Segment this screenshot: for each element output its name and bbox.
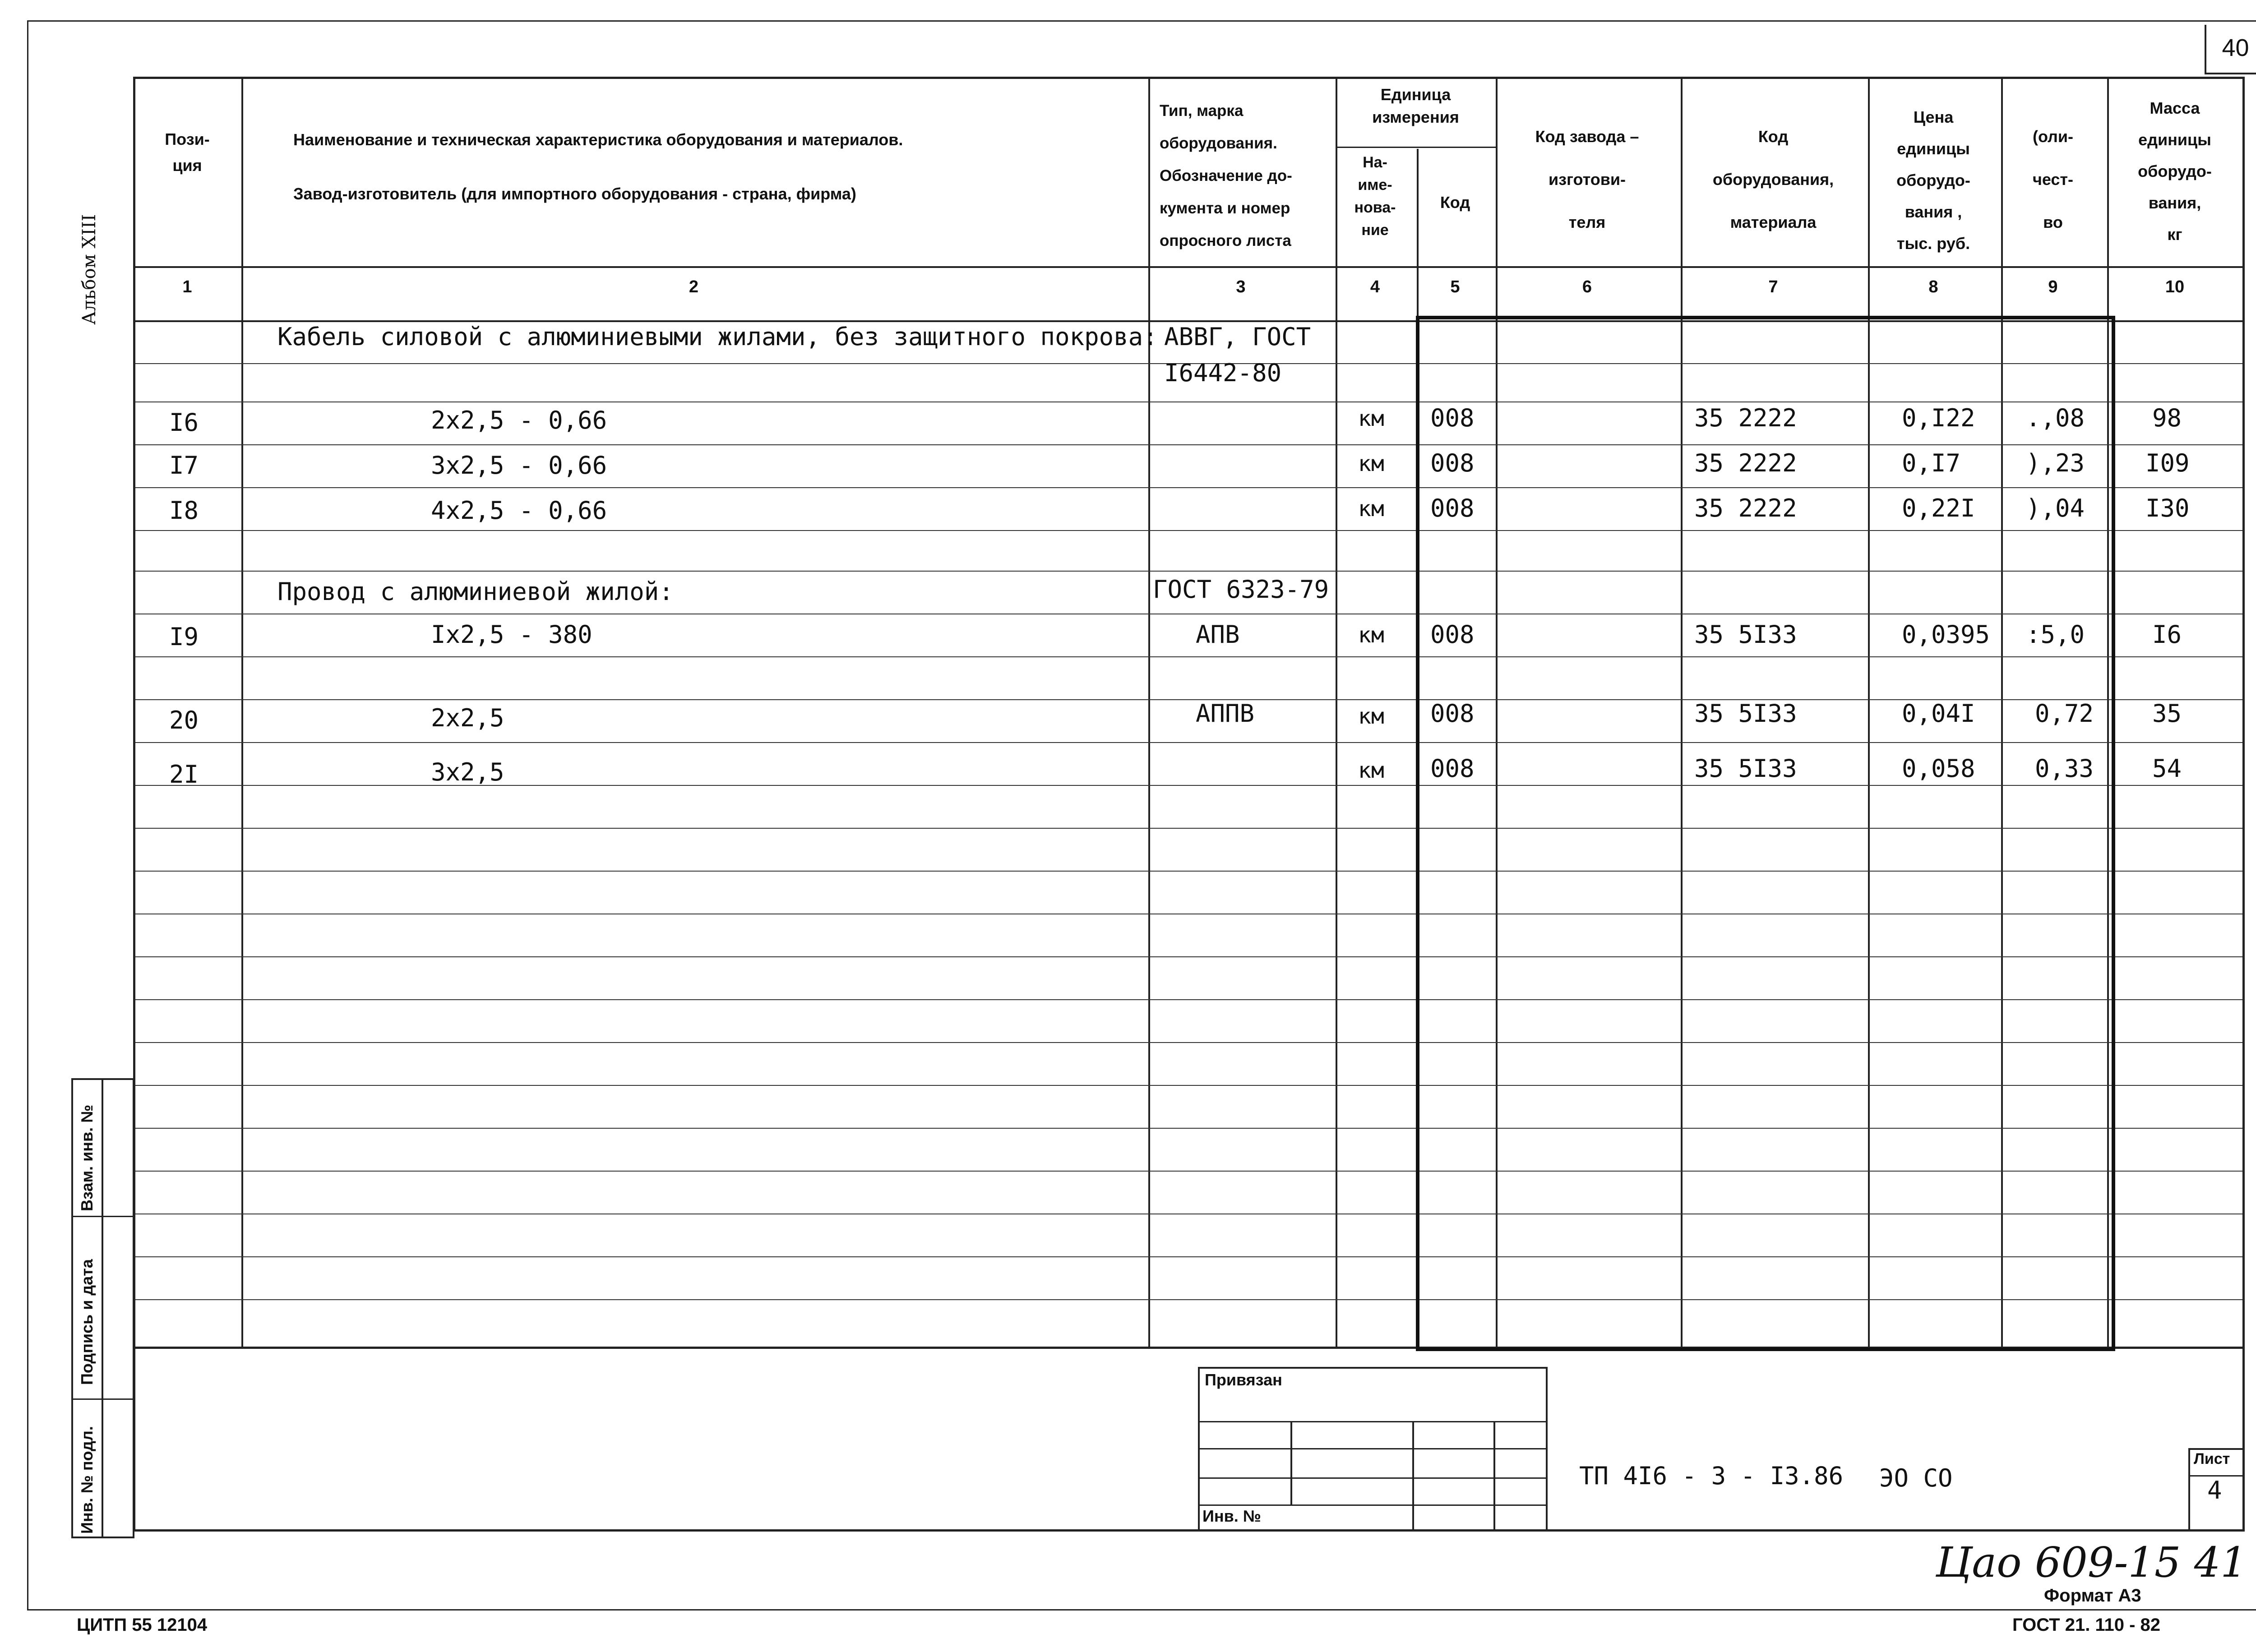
header-unit-code: Код xyxy=(1440,193,1470,212)
stamp-line xyxy=(1412,1421,1414,1532)
row-mass: I09 xyxy=(2145,449,2190,477)
row-equip: 35 2222 xyxy=(1694,404,1797,432)
colnum-4: 4 xyxy=(1370,277,1380,296)
colnum-5: 5 xyxy=(1450,277,1460,296)
stamp-line xyxy=(1493,1421,1495,1532)
row-pos: 2I xyxy=(169,760,199,789)
row-price: 0,058 xyxy=(1902,754,1975,783)
unit-group-line xyxy=(1336,147,1496,148)
side-label-replace-inv: Взам. инв. № xyxy=(78,1104,96,1211)
row-price: 0,04I xyxy=(1902,699,1975,728)
row-code: 008 xyxy=(1430,404,1475,432)
header-unit-name: На- име- нова- ние xyxy=(1354,154,1396,239)
stamp-area xyxy=(133,1347,2245,1532)
header-mass: Масса единицы оборудо- вания, кг xyxy=(2138,99,2212,244)
row-equip: 35 5I33 xyxy=(1694,699,1797,728)
row-code: 008 xyxy=(1430,620,1475,649)
header-qty: (оли- чест- во xyxy=(2032,127,2074,231)
document-code: ТП 4I6 - 3 - I3.86 xyxy=(1579,1462,1844,1490)
inv-label: Инв. № xyxy=(1202,1507,1261,1525)
document-suffix: ЭО СО xyxy=(1879,1464,1953,1492)
row-name: 3х2,5 xyxy=(431,758,504,786)
header-bottom-line xyxy=(135,266,2242,268)
row-type: АППВ xyxy=(1196,699,1255,728)
row-qty: :5,0 xyxy=(2026,620,2085,649)
handwritten-note: Цао 609-15 41 xyxy=(1936,1538,2247,1587)
col-line-1 xyxy=(241,79,243,1347)
row-unit: км xyxy=(1358,704,1384,729)
row-name: 3х2,5 - 0,66 xyxy=(431,451,607,480)
colnum-1: 1 xyxy=(182,277,192,296)
colnum-8: 8 xyxy=(1928,277,1938,296)
row-pos: I9 xyxy=(169,623,199,651)
row-code: 008 xyxy=(1430,449,1475,477)
colnum-7: 7 xyxy=(1768,277,1778,296)
colnum-10: 10 xyxy=(2165,277,2185,296)
row-equip: 35 2222 xyxy=(1694,494,1797,522)
colnum-3: 3 xyxy=(1236,277,1246,296)
row-price: 0,0395 xyxy=(1902,620,1990,649)
row-unit: км xyxy=(1358,623,1384,648)
side-label-inv-orig: Инв. № подл. xyxy=(78,1426,96,1534)
row-type: АПВ xyxy=(1196,620,1240,649)
colnum-2: 2 xyxy=(689,277,699,296)
row-qty: 0,72 xyxy=(2035,699,2094,728)
row-price: 0,I22 xyxy=(1902,404,1975,432)
row-price: 0,22I xyxy=(1902,494,1975,522)
row-type: АВВГ, ГОСТ xyxy=(1164,323,1311,351)
header-equip-code: Код оборудования, материала xyxy=(1712,127,1834,231)
row-pos: 20 xyxy=(169,706,199,734)
row-pos: I7 xyxy=(169,451,199,480)
sheet-number: 4 xyxy=(2207,1476,2222,1504)
footer-left: ЦИТП 55 12104 xyxy=(77,1615,208,1635)
col-line-3 xyxy=(1336,79,1337,1347)
row-equip: 35 2222 xyxy=(1694,449,1797,477)
row-qty: .,08 xyxy=(2026,404,2085,432)
row-pos: I8 xyxy=(169,496,199,525)
row-type: I6442-80 xyxy=(1164,359,1282,387)
header-type: Тип, марка оборудования. Обозначение до- кумента и номер опросного листа xyxy=(1160,102,1292,249)
header-price: Цена единицы оборудо- вания , тыс. руб. xyxy=(1896,108,1970,253)
row-price: 0,I7 xyxy=(1902,449,1961,477)
colnum-6: 6 xyxy=(1582,277,1592,296)
format-label: Формат А3 xyxy=(2044,1586,2141,1606)
row-code: 008 xyxy=(1430,754,1475,783)
col-line-2 xyxy=(1148,79,1150,1347)
row-name: 4х2,5 - 0,66 xyxy=(431,496,607,525)
side-label-signature: Подпись и дата xyxy=(78,1259,96,1385)
header-name: Наименование и техническая характеристика оборудования и материалов. Завод-изготовитель (для импортного оборудования - страна, фирма) xyxy=(293,130,903,203)
row-mass: 54 xyxy=(2152,754,2182,783)
colnum-9: 9 xyxy=(2048,277,2058,296)
row-unit: км xyxy=(1358,758,1384,783)
stamp-line xyxy=(1290,1421,1292,1504)
row-name: Кабель силовой с алюминиевыми жилами, без защитного покрова: xyxy=(277,323,1158,351)
binding-label: Привязан xyxy=(1205,1371,1282,1389)
row-type: ГОСТ 6323-79 xyxy=(1153,575,1329,604)
row-qty: ),23 xyxy=(2026,449,2085,477)
row-name: Iх2,5 - 380 xyxy=(431,620,592,649)
row-mass: I30 xyxy=(2145,494,2190,522)
row-qty: ),04 xyxy=(2026,494,2085,522)
row-mass: I6 xyxy=(2152,620,2182,649)
header-pos: Пози- ция xyxy=(165,130,210,175)
row-qty: 0,33 xyxy=(2035,754,2094,783)
footer-right: ГОСТ 21. 110 - 82 xyxy=(2012,1615,2160,1635)
row-equip: 35 5I33 xyxy=(1694,620,1797,649)
side-line xyxy=(102,1078,103,1538)
row-equip: 35 5I33 xyxy=(1694,754,1797,783)
row-name: 2х2,5 xyxy=(431,704,504,732)
row-name: 2х2,5 - 0,66 xyxy=(431,406,607,434)
row-mass: 98 xyxy=(2152,404,2182,432)
row-code: 008 xyxy=(1430,494,1475,522)
header-factory-code: Код завода – изготови- теля xyxy=(1535,127,1639,231)
row-name: Провод с алюминиевой жилой: xyxy=(277,577,674,606)
page-number: 40 xyxy=(2222,34,2249,61)
album-label: Альбом XIII xyxy=(79,214,100,325)
header-unit-group: Единица измерения xyxy=(1372,85,1459,126)
row-unit: км xyxy=(1358,451,1384,476)
row-code: 008 xyxy=(1430,699,1475,728)
row-unit: км xyxy=(1358,496,1384,521)
row-unit: км xyxy=(1358,406,1384,431)
row-mass: 35 xyxy=(2152,699,2182,728)
sheet-label: Лист xyxy=(2194,1450,2230,1467)
row-pos: I6 xyxy=(169,408,199,437)
